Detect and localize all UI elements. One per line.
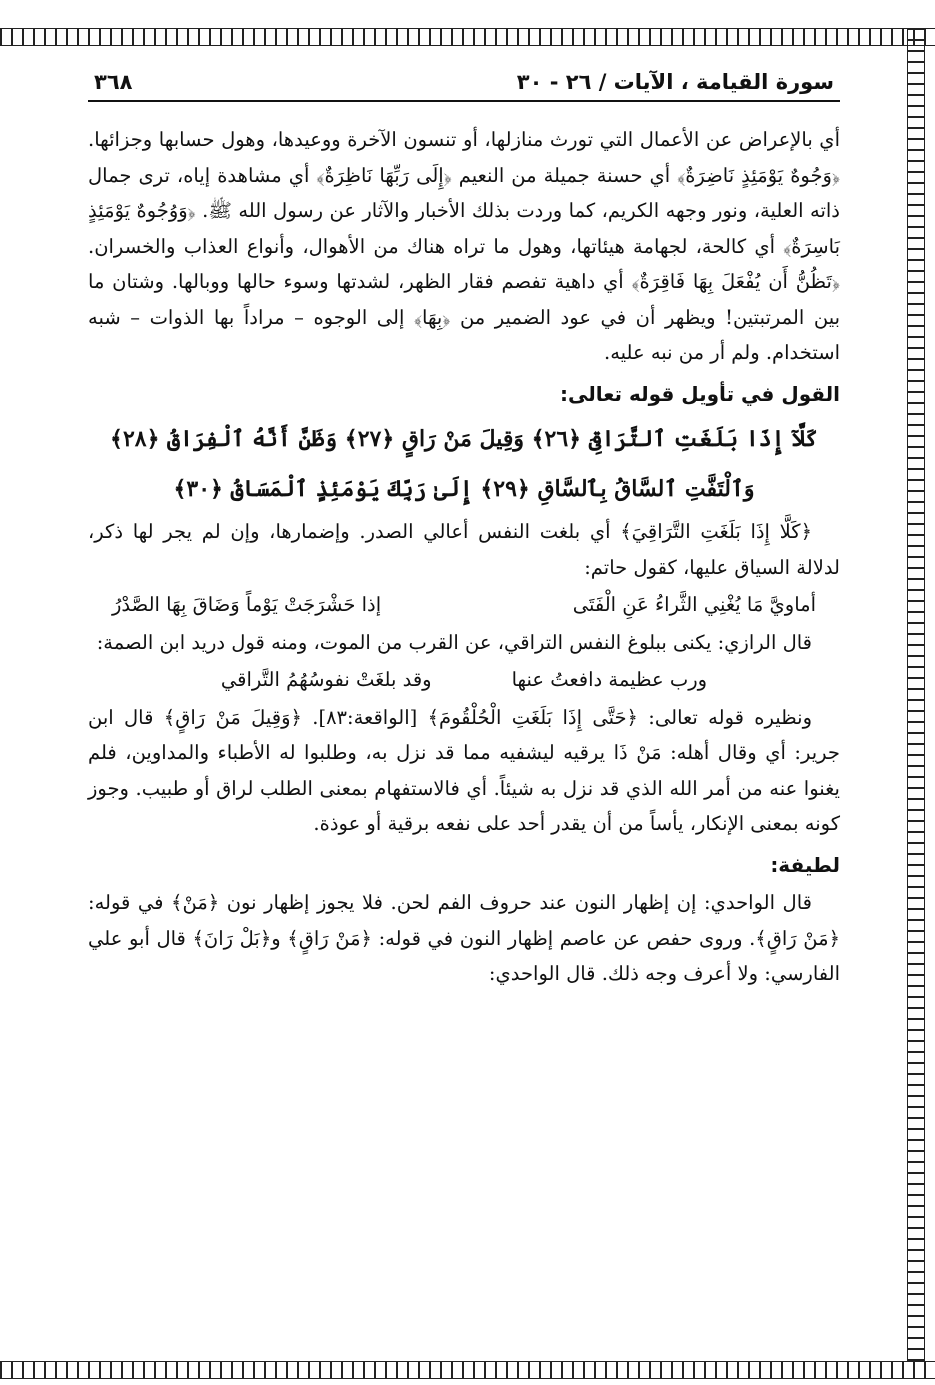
poetry-hemistich-2a: ورب عظيمة دافعتُ عنها	[511, 668, 708, 691]
paragraph-4: ونظيره قوله تعالى: ﴿حَتَّى إِذَا بَلَغَتِ الْحُلْقُومَ﴾ [الواقعة:٨٣]. ﴿وَقِيلَ مَنْ رَاقٍ﴾ قال ابن جرير: أي وقال أهله: مَنْ ذَا يرقيه ليشفيه مما قد نزل به، وطلبوا له الأطباء والمداوين، فلم يغنوا عنه من أمر الله الذي قد نزل به شيئاً. أي فالاستفهام بمعنى الطلب لراق أو طبيب. وجوز كونه بمعنى الإنكار، يأساً من أن يقدر أحد على نفعه برقية أو عوذة.	[88, 705, 840, 835]
paragraph-1: أي بالإعراض عن الأعمال التي تورث منازلها، أو تنسون الآخرة ووعيدها، وهول حسابها وجزائها. ﴿وَجُوهٌ يَوْمَئِذٍ نَاضِرَةٌ﴾ أي حسنة جميلة من النعيم ﴿إِلَى رَبِّهَا نَاظِرَةٌ﴾ أي مشاهدة إياه، ترى جمال ذاته العلية، ونور وجهه الكريم، كما وردت بذلك الأخبار والآثار عن رسول الله ﷺ. ﴿وَوُجُوهٌ يَوْمَئِذٍ بَاسِرَةٌ﴾ أي كالحة، لجهامة هيئاتها، وهول ما تراه هناك من الأهوال، وأنواع العذاب والخسران. ﴿تَظُنُّ أَن يُفْعَلَ بِهَا فَاقِرَةٌ﴾ أي داهية تفصم فقار الظهر، لشدتها وسوء حالها ووبالها. وشتان ما بين المرتبتين! ويظهر أن في عود الضمير من ﴿بِهَا﴾ إلى الوجوه – مراداً بها الذوات – شبه استخدام. ولم أر من نبه عليه.	[88, 128, 840, 364]
poetry-hemistich-1a: أماويَّ مَا يُغْنِي الثَّراءُ عَنِ الْفَتَى	[572, 593, 816, 616]
paragraph-2: ﴿كَلَّا إِذَا بَلَغَتِ التَّرَاقِيَ﴾ أي بلغت النفس أعالي الصدر. وإضمارها، وإن لم يجر لها ذكر، لدلالة السياق عليها، كقول حاتم:	[88, 520, 840, 579]
decorative-border-bottom	[0, 1361, 935, 1379]
paragraph-5: قال الواحدي: إن إظهار النون عند حروف الفم لحن. فلا يجوز إظهار نون ﴿مَنْ﴾ في قوله: ﴿مَنْ رَاقٍ﴾. وروى حفص عن عاصم إظهار النون في قوله: ﴿مَنْ رَاقٍ﴾ و﴿بَلْ رَانَ﴾ قال أبو علي الفارسي: ولا أعرف وجه ذلك. قال الواحدي:	[88, 891, 840, 985]
page-header	[88, 70, 840, 102]
decorative-border-top	[0, 28, 935, 46]
book-page	[88, 70, 840, 992]
page-body	[88, 102, 840, 992]
running-title: سورة القيامة ، الآيات / ٢٦ - ٣٠	[516, 70, 834, 94]
decorative-border-right	[907, 28, 925, 1379]
quran-verses: كَلَّآ إِذَا بَلَغَتِ ٱلتَّرَاقِىَ ﴿٢٦﴾ وَقِيلَ مَنْ رَاقٍ ﴿٢٧﴾ وَظَنَّ أَنَّهُ ٱلْفِرَاقُ ﴿٢٨﴾ وَٱلْتَفَّتِ ٱلسَّاقُ بِٱلسَّاقِ ﴿٢٩﴾ إِلَىٰ رَبِّكَ يَوْمَئِذٍ ٱلْمَسَاقُ ﴿٣٠﴾	[110, 426, 818, 502]
poetry-hemistich-2b: وقد بلغَتْ نفوسُهُمُ التَّراقي	[220, 668, 432, 691]
section-heading: القول في تأويل قوله تعالى:	[560, 381, 840, 406]
poetry-hemistich-1b: إذا حَشْرَجَتْ يَوْماً وَضَاقَ بِهَا الصَّدْرُ	[112, 593, 382, 616]
poetry-line-2	[88, 662, 840, 698]
subheading-lateefa: لطيفة:	[770, 852, 840, 877]
poetry-line-1	[88, 587, 840, 623]
paragraph-3: قال الرازي: يكنى ببلوغ النفس التراقي، عن القرب من الموت، ومنه قول دريد ابن الصمة:	[96, 630, 812, 654]
page-number: ٣٦٨	[94, 70, 133, 94]
